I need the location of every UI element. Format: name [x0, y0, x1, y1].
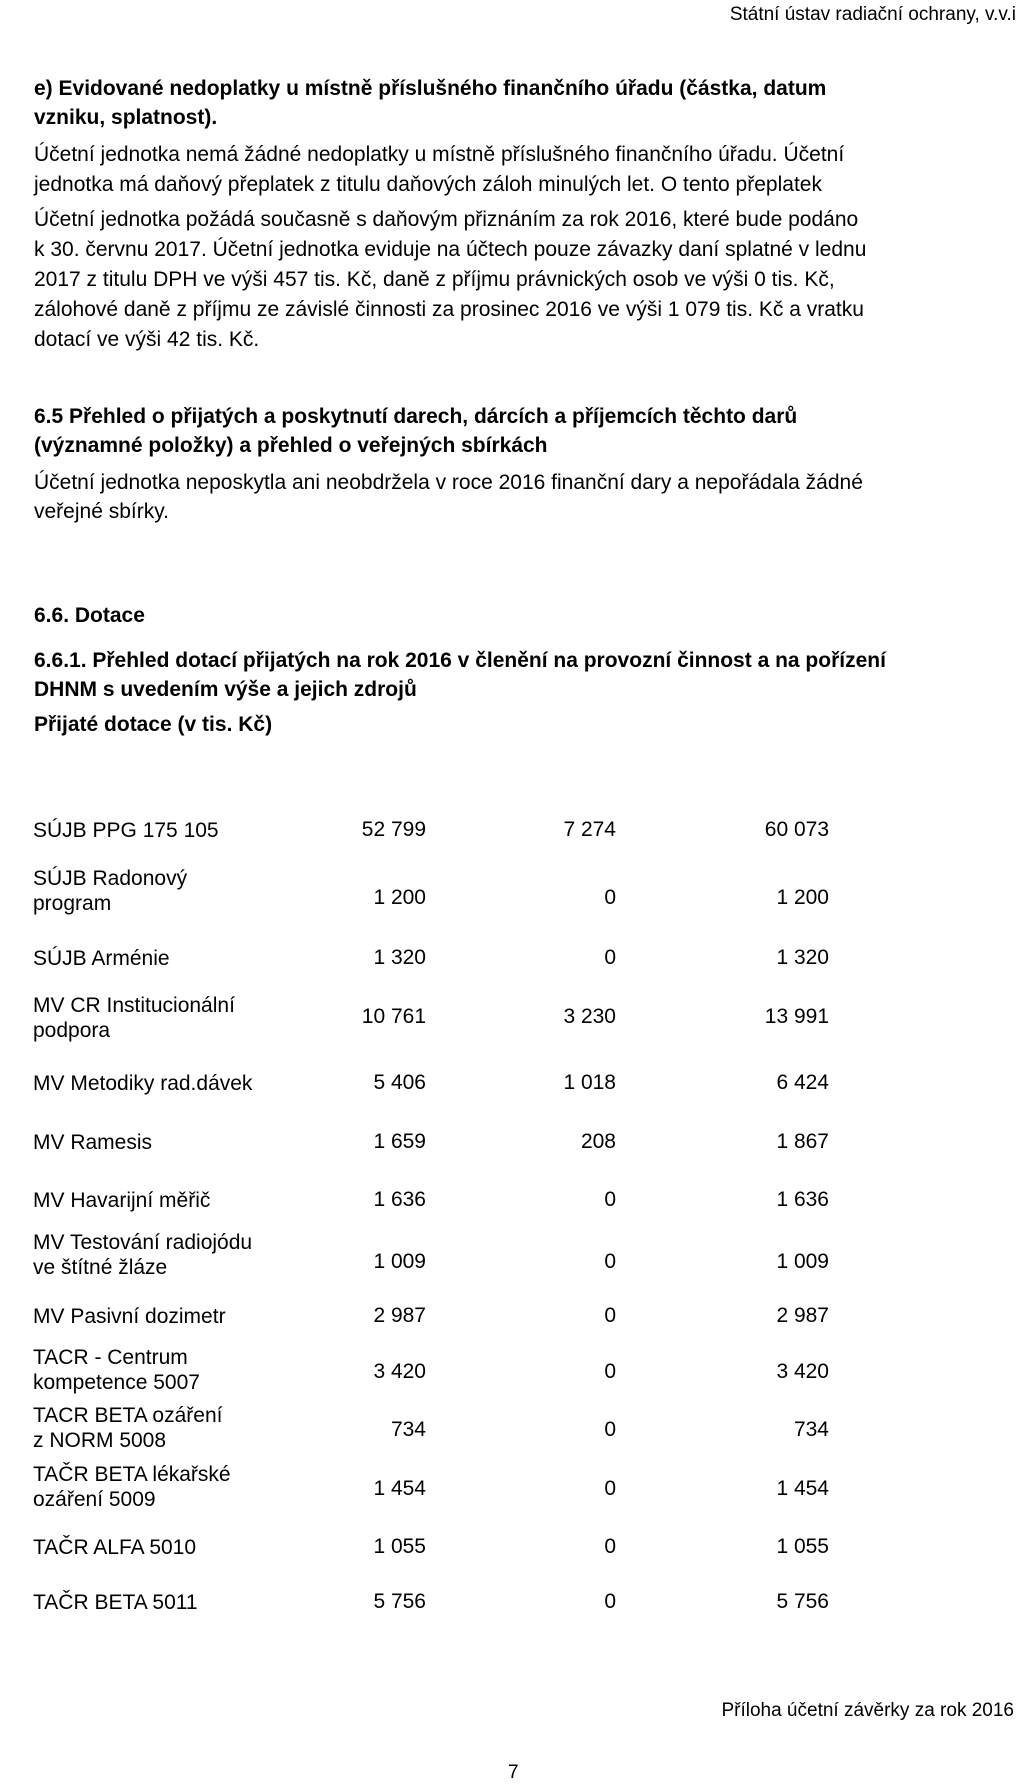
- cell-value-2: 0: [604, 1590, 616, 1613]
- cell-value-3: 3 420: [776, 1360, 829, 1383]
- row-name: [33, 1230, 313, 1280]
- cell-value-3: 1 200: [776, 886, 829, 909]
- cell-value-3: 2 987: [776, 1304, 829, 1327]
- cell-value-3: 1 320: [776, 946, 829, 969]
- cell-value-2: 0: [604, 1418, 616, 1441]
- cell-value-1: 1 200: [373, 886, 426, 909]
- page-number: 7: [508, 1762, 519, 1783]
- section-title-line: (významné položky) a přehled o veřejných sbírkách: [34, 434, 548, 457]
- row-name-line: TACR - Centrum: [33, 1346, 188, 1369]
- row-name-line: TAČR BETA 5011: [33, 1591, 198, 1614]
- cell-value-2: 3 230: [563, 1005, 616, 1028]
- cell-value-1: 1 055: [373, 1535, 426, 1558]
- cell-value-2: 0: [604, 1535, 616, 1558]
- row-name-line: SÚJB PPG 175 105: [33, 819, 219, 842]
- row-name: [33, 1535, 313, 1560]
- row-name: [33, 946, 313, 971]
- row-name: [33, 818, 313, 843]
- cell-value-2: 0: [604, 1304, 616, 1327]
- cell-value-1: 3 420: [373, 1360, 426, 1383]
- row-name-line: ve štítné žláze: [33, 1256, 168, 1279]
- cell-value-3: 13 991: [764, 1005, 829, 1028]
- body-line: jednotka má daňový přeplatek z titulu daňových záloh minulých let. O tento přeplatek: [34, 173, 822, 196]
- cell-value-1: 5 756: [373, 1590, 426, 1613]
- cell-value-1: 2 987: [373, 1304, 426, 1327]
- row-name-line: MV Ramesis: [33, 1131, 153, 1154]
- row-name: [33, 1590, 313, 1615]
- page-footer: Příloha účetní závěrky za rok 2016: [721, 1700, 1014, 1721]
- cell-value-1: 1 659: [373, 1130, 426, 1153]
- cell-value-2: 0: [604, 1250, 616, 1273]
- cell-value-3: 6 424: [776, 1071, 829, 1094]
- section-title-line: 6.6.1. Přehled dotací přijatých na rok 2016 v členění na provozní činnost a na pořízení: [34, 649, 886, 672]
- section-e-title-line: e) Evidované nedoplatky u místně příslušného finančního úřadu (částka, datum: [34, 77, 827, 100]
- row-name: [33, 1188, 313, 1213]
- cell-value-3: 5 756: [776, 1590, 829, 1613]
- body-line: Účetní jednotka požádá současně s daňovým přiznáním za rok 2016, které bude podáno: [34, 208, 859, 231]
- body-line: Účetní jednotka nemá žádné nedoplatky u místně příslušného finančního úřadu. Účetní: [34, 143, 845, 166]
- row-name-line: ozáření 5009: [33, 1488, 156, 1511]
- cell-value-2: 0: [604, 1477, 616, 1500]
- cell-value-1: 1 454: [373, 1477, 426, 1500]
- cell-value-2: 0: [604, 1360, 616, 1383]
- section-e-title-line: vzniku, splatnost).: [34, 106, 218, 129]
- cell-value-3: 1 454: [776, 1477, 829, 1500]
- cell-value-3: 1 636: [776, 1188, 829, 1211]
- section-title-line: DHNM s uvedením výše a jejich zdrojů: [34, 678, 417, 701]
- row-name: [33, 866, 313, 916]
- row-name: [33, 1462, 313, 1512]
- cell-value-2: 7 274: [563, 818, 616, 841]
- cell-value-1: 5 406: [373, 1071, 426, 1094]
- cell-value-3: 1 009: [776, 1250, 829, 1273]
- cell-value-3: 1 867: [776, 1130, 829, 1153]
- row-name: [33, 1304, 313, 1329]
- body-line: Účetní jednotka neposkytla ani neobdržela v roce 2016 finanční dary a nepořádala žádné: [34, 471, 863, 494]
- row-name-line: MV Pasivní dozimetr: [33, 1305, 226, 1328]
- cell-value-3: 60 073: [764, 818, 829, 841]
- row-name-line: MV Havarijní měřič: [33, 1189, 211, 1212]
- body-line: 2017 z titulu DPH ve výši 457 tis. Kč, daně z příjmu právnických osob ve výši 0 tis. Kč,: [34, 268, 835, 291]
- row-name-line: TACR BETA ozáření: [33, 1404, 223, 1427]
- row-name: [33, 1071, 313, 1096]
- section-title-line: 6.5 Přehled o přijatých a poskytnutí darech, dárcích a příjemcích těchto darů: [34, 405, 798, 428]
- document-header: Státní ústav radiační ochrany, v.v.i: [729, 4, 1016, 25]
- row-name-line: MV CR Institucionální: [33, 994, 235, 1017]
- body-line: veřejné sbírky.: [34, 500, 169, 523]
- row-name: [33, 993, 313, 1043]
- cell-value-2: 1 018: [563, 1071, 616, 1094]
- row-name-line: TAČR ALFA 5010: [33, 1536, 197, 1559]
- body-line: dotací ve výši 42 tis. Kč.: [34, 328, 260, 351]
- cell-value-3: 734: [793, 1418, 829, 1441]
- row-name-line: program: [33, 892, 112, 915]
- section-6-6-title: 6.6. Dotace: [34, 604, 145, 627]
- body-line: k 30. červnu 2017. Účetní jednotka eviduje na účtech pouze závazky daní splatné v lednu: [34, 238, 867, 261]
- cell-value-2: 0: [604, 1188, 616, 1211]
- cell-value-2: 0: [604, 946, 616, 969]
- cell-value-1: 52 799: [361, 818, 426, 841]
- cell-value-1: 1 636: [373, 1188, 426, 1211]
- cell-value-2: 0: [604, 886, 616, 909]
- row-name: [33, 1345, 313, 1395]
- row-name: [33, 1130, 313, 1155]
- row-name-line: TAČR BETA lékařské: [33, 1463, 231, 1486]
- cell-value-2: 208: [580, 1130, 616, 1153]
- row-name-line: SÚJB Radonový: [33, 867, 188, 890]
- row-name-line: MV Testování radiojódu: [33, 1231, 253, 1254]
- cell-value-3: 1 055: [776, 1535, 829, 1558]
- row-name: [33, 1403, 313, 1453]
- row-name-line: kompetence 5007: [33, 1371, 200, 1394]
- cell-value-1: 1 320: [373, 946, 426, 969]
- row-name-line: podpora: [33, 1019, 111, 1042]
- body-line: zálohové daně z příjmu ze závislé činnosti za prosinec 2016 ve výši 1 079 tis. Kč a vratku: [34, 298, 864, 321]
- row-name-line: z NORM 5008: [33, 1429, 167, 1452]
- row-name-line: SÚJB Arménie: [33, 947, 170, 970]
- row-name-line: MV Metodiky rad.dávek: [33, 1072, 253, 1095]
- cell-value-1: 1 009: [373, 1250, 426, 1273]
- table-caption: Přijaté dotace (v tis. Kč): [34, 713, 273, 736]
- cell-value-1: 734: [390, 1418, 426, 1441]
- cell-value-1: 10 761: [361, 1005, 426, 1028]
